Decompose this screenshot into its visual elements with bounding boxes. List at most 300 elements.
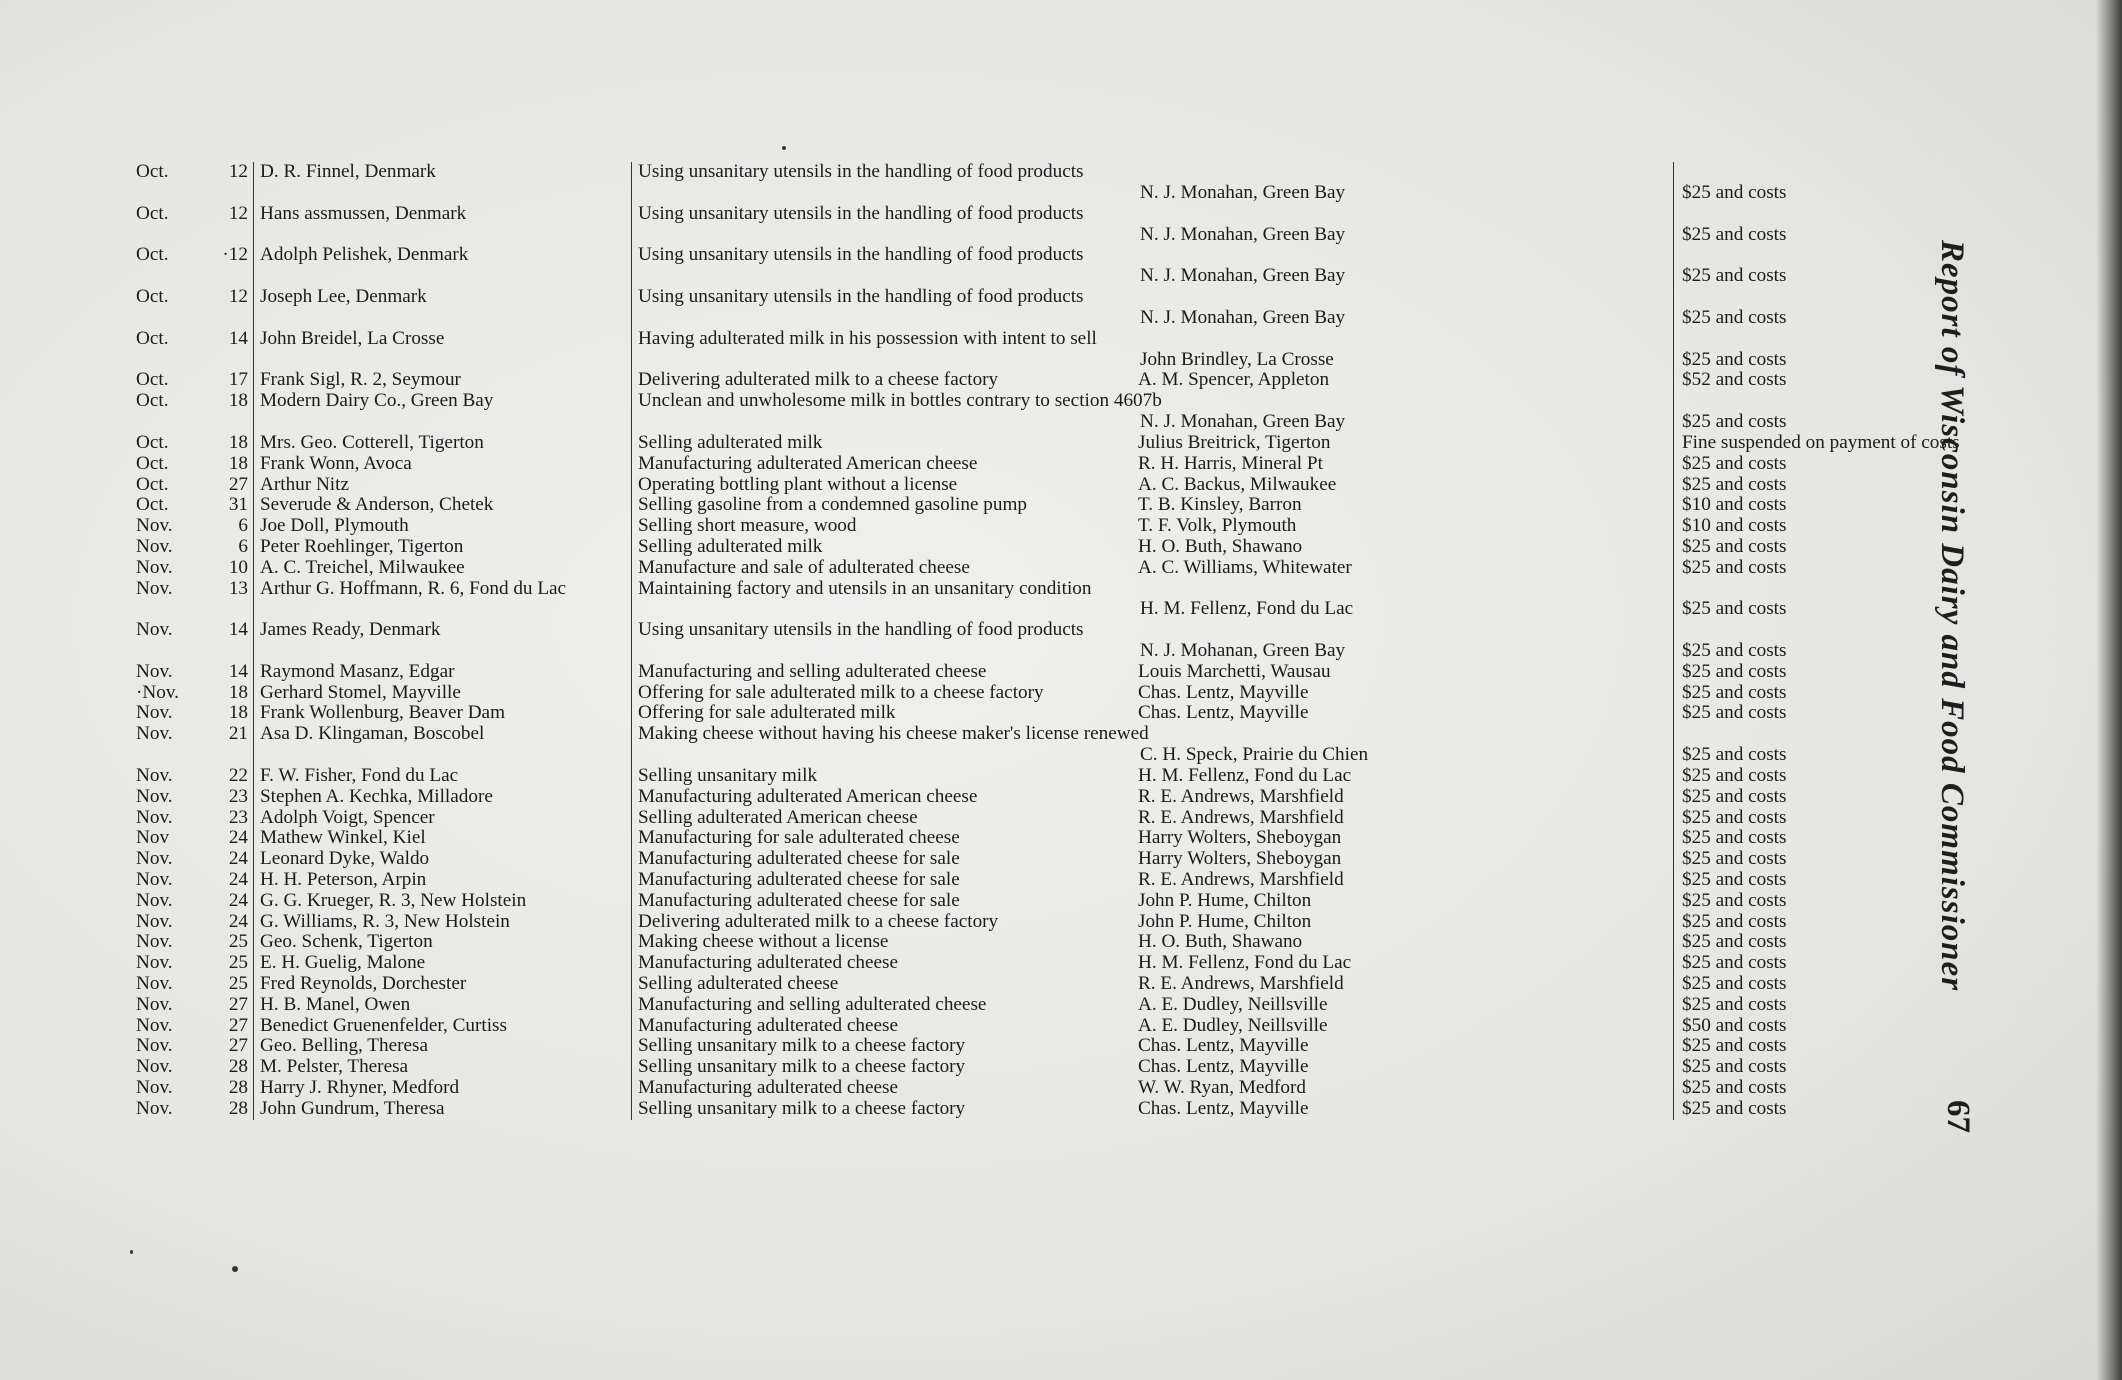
record-defendant: Hans assmussen, Denmark <box>253 204 743 246</box>
record-fine-text: $10 and costs <box>1682 495 1787 516</box>
record-defendant: Frank Wonn, Avoca <box>253 454 743 475</box>
record-month: Oct. <box>136 328 169 349</box>
record-fine <box>1673 1057 2053 1078</box>
record-month: Nov. <box>136 536 173 557</box>
record-row <box>128 870 1928 891</box>
record-day: 25 <box>228 973 248 994</box>
record-day: 21 <box>228 724 248 745</box>
record-row <box>128 579 1928 621</box>
record-inspector-text: R. E. Andrews, Marshfield <box>1138 869 1344 890</box>
record-fine <box>1673 454 2053 475</box>
record-inspector <box>1138 391 1678 433</box>
record-day: 18 <box>228 391 248 412</box>
record-defendant: M. Pelster, Theresa <box>253 1057 743 1078</box>
record-inspector <box>1138 787 1678 808</box>
record-fine <box>1673 329 2053 371</box>
record-inspector-text: R. H. Harris, Mineral Pt <box>1138 453 1323 474</box>
record-row <box>128 475 1928 496</box>
record-charge: Selling adulterated milk <box>631 433 1251 454</box>
record-charge: Unclean and unwholesome milk in bottles contrary to section 4607b <box>631 391 1251 433</box>
record-defendant: Stephen A. Kechka, Milladore <box>253 787 743 808</box>
record-inspector-text: H. M. Fellenz, Fond du Lac <box>1140 598 1354 620</box>
record-inspector <box>1138 516 1678 537</box>
record-month: Nov. <box>136 932 173 953</box>
record-day: 12 <box>228 203 248 224</box>
record-day: ·12 <box>222 245 248 266</box>
record-charge: Using unsanitary utensils in the handling of food products <box>631 162 1251 204</box>
record-inspector <box>1138 683 1678 704</box>
record-defendant: Asa D. Klingaman, Boscobel <box>253 724 743 766</box>
record-month: Nov. <box>136 1057 173 1078</box>
record-fine-text: $25 and costs <box>1682 411 1787 433</box>
record-defendant: D. R. Finnel, Denmark <box>253 162 743 204</box>
record-inspector-text: N. J. Monahan, Green Bay <box>1140 181 1346 203</box>
record-charge: Selling gasoline from a condemned gasoline pump <box>631 495 1251 516</box>
record-fine-text: $25 and costs <box>1682 474 1787 495</box>
record-fine <box>1673 391 2053 433</box>
record-defendant: Severude & Anderson, Chetek <box>253 495 743 516</box>
record-inspector-text: Chas. Lentz, Mayville <box>1138 703 1309 724</box>
record-inspector-text: H. O. Buth, Shawano <box>1138 932 1303 953</box>
record-charge: Manufacturing and selling adulterated cheese <box>631 662 1251 683</box>
record-inspector <box>1138 808 1678 829</box>
record-inspector <box>1138 329 1678 371</box>
record-inspector <box>1138 620 1678 662</box>
record-fine <box>1673 995 2053 1016</box>
record-inspector <box>1138 828 1678 849</box>
record-month: Oct. <box>136 495 169 516</box>
record-inspector <box>1138 724 1678 766</box>
record-day: 27 <box>228 474 248 495</box>
record-day: 27 <box>228 1036 248 1057</box>
record-inspector <box>1138 870 1678 891</box>
record-fine-text: $25 and costs <box>1682 807 1787 828</box>
record-row <box>128 724 1928 766</box>
record-fine-text: $25 and costs <box>1682 223 1787 245</box>
record-fine <box>1673 579 2053 621</box>
record-inspector-text: R. E. Andrews, Marshfield <box>1138 973 1344 994</box>
record-day: 28 <box>228 1077 248 1098</box>
record-fine-text: $25 and costs <box>1682 181 1787 203</box>
record-row <box>128 766 1928 787</box>
record-charge: Selling unsanitary milk to a cheese factory <box>631 1036 1251 1057</box>
record-month: Oct. <box>136 203 169 224</box>
record-day: 24 <box>228 828 248 849</box>
record-charge: Having adulterated milk in his possession with intent to sell <box>631 329 1251 371</box>
record-inspector-text: Chas. Lentz, Mayville <box>1138 1057 1309 1078</box>
record-fine-text: Fine suspended on payment of costs <box>1682 432 1960 453</box>
record-inspector-text: Louis Marchetti, Wausau <box>1138 661 1331 682</box>
record-month: Nov. <box>136 890 173 911</box>
record-month: Nov. <box>136 1098 173 1119</box>
record-month: Nov. <box>136 973 173 994</box>
record-fine-text: $25 and costs <box>1682 453 1787 474</box>
record-month: ·Nov. <box>136 682 179 703</box>
record-month: Nov. <box>136 807 173 828</box>
record-month: Oct. <box>136 432 169 453</box>
record-row <box>128 683 1928 704</box>
record-inspector-text: W. W. Ryan, Medford <box>1138 1077 1307 1098</box>
record-defendant: Gerhard Stomel, Mayville <box>253 683 743 704</box>
record-inspector <box>1138 537 1678 558</box>
record-defendant: Leonard Dyke, Waldo <box>253 849 743 870</box>
record-row <box>128 1036 1928 1057</box>
record-month: Nov. <box>136 557 173 578</box>
page-edge-shadow <box>2096 0 2122 1380</box>
record-day: 24 <box>228 849 248 870</box>
record-charge: Using unsanitary utensils in the handling of food products <box>631 245 1251 287</box>
record-charge: Delivering adulterated milk to a cheese factory <box>631 912 1251 933</box>
record-row <box>128 1057 1928 1078</box>
record-fine-text: $25 and costs <box>1682 306 1787 328</box>
record-row <box>128 662 1928 683</box>
record-day: 10 <box>228 557 248 578</box>
ink-speck <box>130 1250 133 1254</box>
record-inspector-text: Julius Breitrick, Tigerton <box>1138 432 1331 453</box>
record-fine <box>1673 703 2053 724</box>
record-inspector-text: A. E. Dudley, Neillsville <box>1138 994 1328 1015</box>
record-fine-text: $25 and costs <box>1682 869 1787 890</box>
record-inspector-text: N. J. Monahan, Green Bay <box>1140 223 1346 245</box>
record-fine-text: $25 and costs <box>1682 1098 1787 1119</box>
record-fine <box>1673 1099 2053 1120</box>
record-defendant: Benedict Gruenenfelder, Curtiss <box>253 1016 743 1037</box>
record-inspector-text: T. F. Volk, Plymouth <box>1138 516 1297 537</box>
record-fine <box>1673 724 2053 766</box>
record-day: 14 <box>228 661 248 682</box>
record-charge: Using unsanitary utensils in the handling of food products <box>631 620 1251 662</box>
record-fine <box>1673 495 2053 516</box>
record-row <box>128 808 1928 829</box>
record-defendant: A. C. Treichel, Milwaukee <box>253 558 743 579</box>
record-fine <box>1673 912 2053 933</box>
record-inspector-text: Harry Wolters, Sheboygan <box>1138 849 1342 870</box>
record-inspector <box>1138 932 1678 953</box>
record-charge: Offering for sale adulterated milk to a cheese factory <box>631 683 1251 704</box>
record-fine-text: $25 and costs <box>1682 953 1787 974</box>
record-inspector-text: N. J. Monahan, Green Bay <box>1140 306 1346 328</box>
record-day: 28 <box>228 1057 248 1078</box>
record-fine-text: $25 and costs <box>1682 536 1787 557</box>
record-month: Nov. <box>136 703 173 724</box>
record-day: 25 <box>228 932 248 953</box>
record-day: 17 <box>228 370 248 391</box>
record-fine-text: $25 and costs <box>1682 786 1787 807</box>
record-fine <box>1673 475 2053 496</box>
record-defendant: Harry J. Rhyner, Medford <box>253 1078 743 1099</box>
record-row <box>128 558 1928 579</box>
record-fine-text: $25 and costs <box>1682 265 1787 287</box>
record-inspector-text: N. J. Monahan, Green Bay <box>1140 411 1346 433</box>
record-fine-text: $25 and costs <box>1682 661 1787 682</box>
record-month: Nov. <box>136 516 173 537</box>
record-row <box>128 1078 1928 1099</box>
record-month: Nov. <box>136 911 173 932</box>
record-defendant: H. H. Peterson, Arpin <box>253 870 743 891</box>
record-charge: Manufacturing for sale adulterated cheese <box>631 828 1251 849</box>
record-row <box>128 204 1928 246</box>
record-charge: Using unsanitary utensils in the handling of food products <box>631 204 1251 246</box>
record-charge: Selling adulterated American cheese <box>631 808 1251 829</box>
record-row <box>128 516 1928 537</box>
record-defendant: John Gundrum, Theresa <box>253 1099 743 1120</box>
record-row <box>128 370 1928 391</box>
record-day: 18 <box>228 682 248 703</box>
record-day: 12 <box>228 162 248 182</box>
record-inspector <box>1138 766 1678 787</box>
record-row <box>128 454 1928 475</box>
record-fine <box>1673 1078 2053 1099</box>
record-fine <box>1673 204 2053 246</box>
record-fine-text: $25 and costs <box>1682 682 1787 703</box>
record-inspector-text: A. E. Dudley, Neillsville <box>1138 1015 1328 1036</box>
record-month: Oct. <box>136 370 169 391</box>
record-fine-text: $25 and costs <box>1682 1077 1787 1098</box>
record-month: Nov. <box>136 994 173 1015</box>
record-month: Oct. <box>136 245 169 266</box>
record-inspector-text: H. O. Buth, Shawano <box>1138 536 1303 557</box>
record-fine-text: $25 and costs <box>1682 932 1787 953</box>
record-fine-text: $25 and costs <box>1682 598 1787 620</box>
record-defendant: Adolph Pelishek, Denmark <box>253 245 743 287</box>
record-inspector-text: N. J. Monahan, Green Bay <box>1140 265 1346 287</box>
record-fine <box>1673 370 2053 391</box>
record-day: 6 <box>238 516 248 537</box>
record-row <box>128 1099 1928 1120</box>
record-defendant: Geo. Schenk, Tigerton <box>253 932 743 953</box>
record-inspector <box>1138 1036 1678 1057</box>
record-row <box>128 703 1928 724</box>
record-row <box>128 537 1928 558</box>
record-day: 27 <box>228 994 248 1015</box>
record-row <box>128 245 1928 287</box>
record-day: 6 <box>238 536 248 557</box>
record-defendant: Mathew Winkel, Kiel <box>253 828 743 849</box>
record-inspector-text: A. C. Williams, Whitewater <box>1138 557 1352 578</box>
record-month: Nov. <box>136 1077 173 1098</box>
record-inspector <box>1138 1057 1678 1078</box>
record-row <box>128 912 1928 933</box>
record-defendant: Peter Roehlinger, Tigerton <box>253 537 743 558</box>
record-row <box>128 995 1928 1016</box>
record-fine-text: $10 and costs <box>1682 516 1787 537</box>
record-inspector <box>1138 995 1678 1016</box>
record-inspector-text: T. B. Kinsley, Barron <box>1138 495 1302 516</box>
record-charge: Offering for sale adulterated milk <box>631 703 1251 724</box>
record-month: Nov. <box>136 869 173 890</box>
record-day: 25 <box>228 953 248 974</box>
record-inspector-text: John Brindley, La Crosse <box>1140 348 1334 370</box>
record-fine-text: $25 and costs <box>1682 849 1787 870</box>
record-fine <box>1673 787 2053 808</box>
record-row <box>128 287 1928 329</box>
record-day: 14 <box>228 328 248 349</box>
record-inspector <box>1138 245 1678 287</box>
record-inspector <box>1138 370 1678 391</box>
record-charge: Manufacturing adulterated cheese <box>631 1016 1251 1037</box>
record-month: Oct. <box>136 287 169 308</box>
record-fine-text: $25 and costs <box>1682 1036 1787 1057</box>
record-fine-text: $52 and costs <box>1682 370 1787 391</box>
record-fine <box>1673 287 2053 329</box>
record-fine <box>1673 870 2053 891</box>
record-row <box>128 974 1928 995</box>
record-fine-text: $25 and costs <box>1682 1057 1787 1078</box>
record-inspector <box>1138 579 1678 621</box>
record-inspector <box>1138 662 1678 683</box>
record-fine-text: $25 and costs <box>1682 640 1787 662</box>
record-charge: Manufacturing adulterated cheese for sale <box>631 891 1251 912</box>
record-inspector <box>1138 162 1678 204</box>
record-inspector <box>1138 1078 1678 1099</box>
record-day: 18 <box>228 453 248 474</box>
record-inspector-text: A. C. Backus, Milwaukee <box>1138 474 1337 495</box>
record-fine-text: $25 and costs <box>1682 744 1787 766</box>
record-defendant: Joseph Lee, Denmark <box>253 287 743 329</box>
record-month: Nov. <box>136 724 173 745</box>
record-defendant: G. G. Krueger, R. 3, New Holstein <box>253 891 743 912</box>
record-defendant: E. H. Guelig, Malone <box>253 953 743 974</box>
record-inspector-text: H. M. Fellenz, Fond du Lac <box>1138 765 1352 786</box>
record-inspector <box>1138 1099 1678 1120</box>
record-charge: Manufacturing adulterated American cheese <box>631 454 1251 475</box>
record-day: 13 <box>228 578 248 599</box>
record-inspector <box>1138 849 1678 870</box>
record-month: Oct. <box>136 474 169 495</box>
record-fine <box>1673 245 2053 287</box>
record-row <box>128 787 1928 808</box>
record-month: Oct. <box>136 391 169 412</box>
record-defendant: Arthur G. Hoffmann, R. 6, Fond du Lac <box>253 579 743 621</box>
record-charge: Selling adulterated cheese <box>631 974 1251 995</box>
record-day: 24 <box>228 911 248 932</box>
record-fine-text: $25 and costs <box>1682 557 1787 578</box>
record-day: 22 <box>228 765 248 786</box>
record-month: Nov. <box>136 849 173 870</box>
record-day: 18 <box>228 432 248 453</box>
record-fine <box>1673 516 2053 537</box>
record-defendant: H. B. Manel, Owen <box>253 995 743 1016</box>
record-inspector-text: H. M. Fellenz, Fond du Lac <box>1138 953 1352 974</box>
record-inspector <box>1138 558 1678 579</box>
record-day: 12 <box>228 287 248 308</box>
record-charge: Maintaining factory and utensils in an unsanitary condition <box>631 579 1251 621</box>
record-inspector-text: John P. Hume, Chilton <box>1138 890 1312 911</box>
record-inspector-text: John P. Hume, Chilton <box>1138 911 1312 932</box>
ink-speck <box>232 1266 238 1272</box>
record-fine-text: $25 and costs <box>1682 973 1787 994</box>
record-fine <box>1673 683 2053 704</box>
record-month: Nov. <box>136 1015 173 1036</box>
record-defendant: James Ready, Denmark <box>253 620 743 662</box>
record-inspector-text: A. M. Spencer, Appleton <box>1138 370 1330 391</box>
record-inspector-text: Chas. Lentz, Mayville <box>1138 682 1309 703</box>
record-defendant: Adolph Voigt, Spencer <box>253 808 743 829</box>
record-fine <box>1673 537 2053 558</box>
record-charge: Manufacturing adulterated American cheese <box>631 787 1251 808</box>
record-day: 23 <box>228 807 248 828</box>
record-row <box>128 162 1928 204</box>
record-fine-text: $25 and costs <box>1682 828 1787 849</box>
record-defendant: Raymond Masanz, Edgar <box>253 662 743 683</box>
record-charge: Manufacturing adulterated cheese <box>631 1078 1251 1099</box>
record-inspector <box>1138 475 1678 496</box>
record-month: Nov. <box>136 1036 173 1057</box>
record-charge: Manufacture and sale of adulterated cheese <box>631 558 1251 579</box>
record-fine <box>1673 766 2053 787</box>
record-fine <box>1673 808 2053 829</box>
record-fine <box>1673 974 2053 995</box>
record-month: Nov. <box>136 786 173 807</box>
record-inspector-text: C. H. Speck, Prairie du Chien <box>1140 744 1369 766</box>
record-fine <box>1673 849 2053 870</box>
record-inspector <box>1138 204 1678 246</box>
record-day: 24 <box>228 890 248 911</box>
record-defendant: Frank Sigl, R. 2, Seymour <box>253 370 743 391</box>
record-charge: Manufacturing adulterated cheese <box>631 953 1251 974</box>
record-charge: Manufacturing adulterated cheese for sale <box>631 849 1251 870</box>
record-fine-text: $50 and costs <box>1682 1015 1787 1036</box>
record-defendant: Modern Dairy Co., Green Bay <box>253 391 743 433</box>
record-inspector <box>1138 287 1678 329</box>
record-fine <box>1673 162 2053 204</box>
record-row <box>128 828 1928 849</box>
record-inspector <box>1138 974 1678 995</box>
record-inspector <box>1138 1016 1678 1037</box>
record-fine <box>1673 891 2053 912</box>
record-inspector <box>1138 433 1678 454</box>
record-fine <box>1673 828 2053 849</box>
record-month: Nov. <box>136 620 173 641</box>
record-defendant: Joe Doll, Plymouth <box>253 516 743 537</box>
record-inspector <box>1138 953 1678 974</box>
record-day: 14 <box>228 620 248 641</box>
record-charge: Using unsanitary utensils in the handling of food products <box>631 287 1251 329</box>
record-fine <box>1673 620 2053 662</box>
record-inspector-text: Chas. Lentz, Mayville <box>1138 1098 1309 1119</box>
record-day: 27 <box>228 1015 248 1036</box>
record-fine-text: $25 and costs <box>1682 703 1787 724</box>
record-fine-text: $25 and costs <box>1682 765 1787 786</box>
record-row <box>128 891 1928 912</box>
record-defendant: F. W. Fisher, Fond du Lac <box>253 766 743 787</box>
record-fine <box>1673 932 2053 953</box>
record-row <box>128 953 1928 974</box>
record-charge: Selling unsanitary milk to a cheese factory <box>631 1057 1251 1078</box>
record-row <box>128 432 1960 454</box>
record-charge: Selling short measure, wood <box>631 516 1251 537</box>
record-charge: Operating bottling plant without a license <box>631 475 1251 496</box>
record-inspector <box>1138 912 1678 933</box>
record-row <box>128 391 1928 433</box>
record-day: 24 <box>228 869 248 890</box>
record-month: Nov. <box>136 765 173 786</box>
record-fine <box>1673 662 2053 683</box>
record-charge: Selling unsanitary milk <box>631 766 1251 787</box>
record-inspector-text: N. J. Mohanan, Green Bay <box>1140 640 1346 662</box>
record-charge: Selling unsanitary milk to a cheese factory <box>631 1099 1251 1120</box>
record-inspector-text: R. E. Andrews, Marshfield <box>1138 786 1344 807</box>
record-inspector <box>1138 703 1678 724</box>
record-fine-text: $25 and costs <box>1682 890 1787 911</box>
record-charge: Manufacturing and selling adulterated cheese <box>631 995 1251 1016</box>
record-defendant: Fred Reynolds, Dorchester <box>253 974 743 995</box>
record-row <box>128 1016 1928 1037</box>
record-inspector <box>1138 454 1678 475</box>
record-fine <box>1673 1016 2053 1037</box>
record-defendant: Arthur Nitz <box>253 475 743 496</box>
record-day: 31 <box>228 495 248 516</box>
